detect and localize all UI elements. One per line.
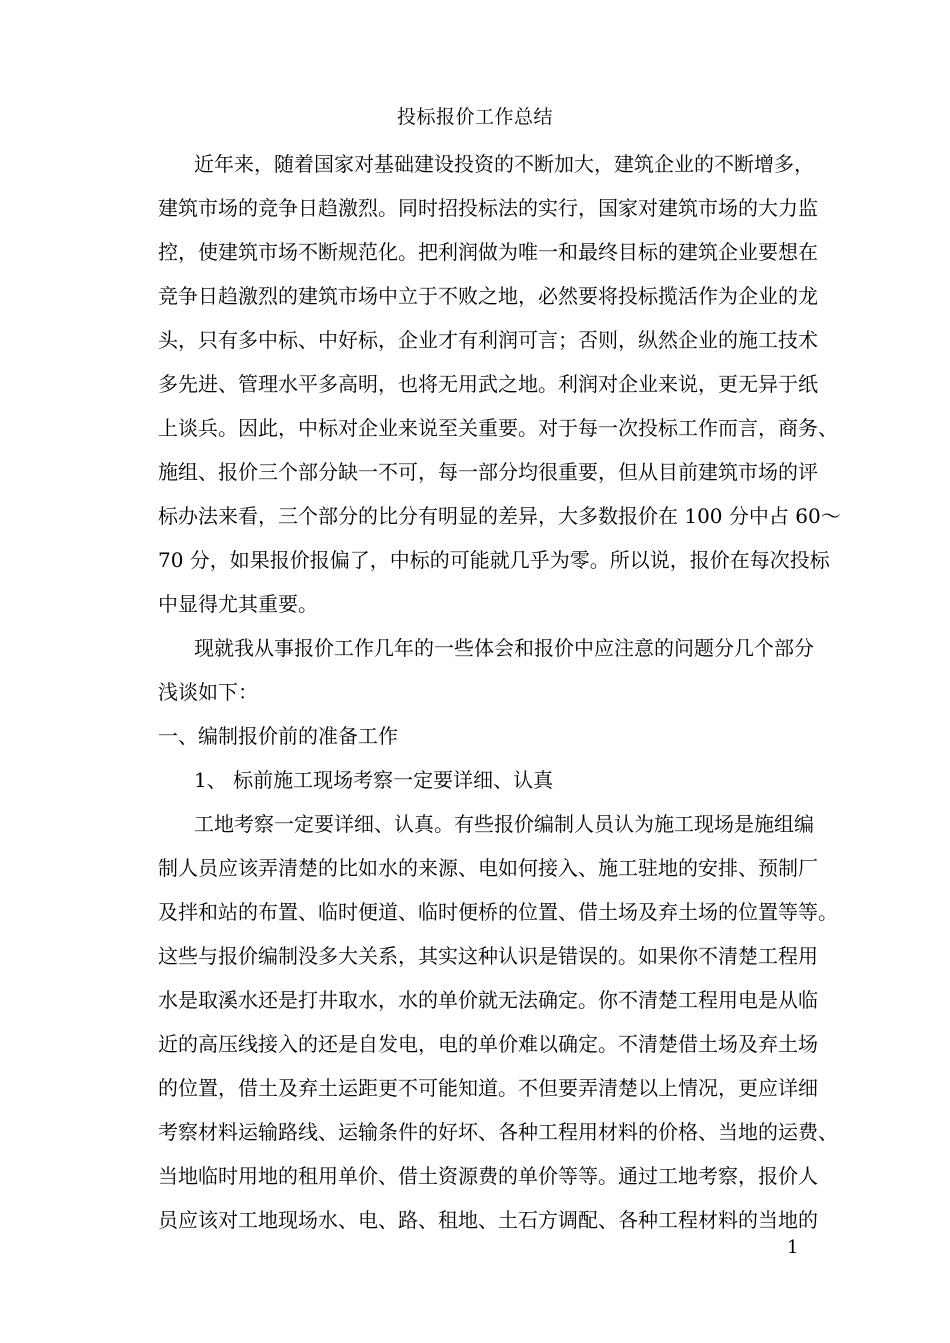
page-number: 1 <box>787 1237 799 1258</box>
paragraph-line: 中显得尤其重要。 <box>158 592 318 616</box>
subsection-heading: 1、 标前施工现场考察一定要详细、认真 <box>194 768 554 792</box>
paragraph-line: 标办法来看，三个部分的比分有明显的差异，大多数报价在 100 分中占 60～ <box>158 504 841 528</box>
paragraph-line: 头，只有多中标、中好标，企业才有利润可言；否则，纵然企业的施工技术 <box>158 328 818 352</box>
paragraph-line: 近年来，随着国家对基础建设投资的不断加大，建筑企业的不断增多， <box>194 152 814 176</box>
paragraph-line: 考察材料运输路线、运输条件的好坏、各种工程用材料的价格、当地的运费、 <box>158 1120 838 1144</box>
paragraph-line: 制人员应该弄清楚的比如水的来源、电如何接入、施工驻地的安排、预制厂 <box>158 856 818 880</box>
paragraph-line: 施组、报价三个部分缺一不可，每一部分均很重要，但从目前建筑市场的评 <box>158 460 818 484</box>
paragraph-line: 员应该对工地现场水、电、路、租地、土石方调配、各种工程材料的当地的 <box>158 1208 818 1232</box>
document-title: 投标报价工作总结 <box>396 106 553 128</box>
paragraph-line: 近的高压线接入的还是自发电，电的单价难以确定。不清楚借土场及弃土场 <box>158 1032 818 1056</box>
paragraph-line: 控，使建筑市场不断规范化。把利润做为唯一和最终目标的建筑企业要想在 <box>158 240 818 264</box>
paragraph-line: 上谈兵。因此，中标对企业来说至关重要。对于每一次投标工作而言，商务、 <box>158 416 838 440</box>
paragraph-line: 水是取溪水还是打井取水，水的单价就无法确定。你不清楚工程用电是从临 <box>158 988 818 1012</box>
paragraph-line: 浅谈如下： <box>158 680 258 704</box>
paragraph-line: 竞争日趋激烈的建筑市场中立于不败之地，必然要将投标揽活作为企业的龙 <box>158 284 818 308</box>
paragraph-line: 建筑市场的竞争日趋激烈。同时招投标法的实行，国家对建筑市场的大力监 <box>158 196 818 220</box>
paragraph-line: 的位置，借土及弃土运距更不可能知道。不但要弄清楚以上情况，更应详细 <box>158 1076 818 1100</box>
paragraph-line: 当地临时用地的租用单价、借土资源费的单价等等。通过工地考察，报价人 <box>158 1164 818 1188</box>
paragraph-line: 70 分，如果报价报偏了，中标的可能就几乎为零。所以说，报价在每次投标 <box>158 548 830 572</box>
paragraph-line: 工地考察一定要详细、认真。有些报价编制人员认为施工现场是施组编 <box>194 812 814 836</box>
section-heading: 一、编制报价前的准备工作 <box>158 724 398 748</box>
paragraph-line: 及拌和站的布置、临时便道、临时便桥的位置、借土场及弃土场的位置等等。 <box>158 900 838 924</box>
paragraph-line: 现就我从事报价工作几年的一些体会和报价中应注意的问题分几个部分 <box>194 636 814 660</box>
paragraph-line: 多先进、管理水平多高明，也将无用武之地。利润对企业来说，更无异于纸 <box>158 372 818 396</box>
paragraph-line: 这些与报价编制没多大关系，其实这种认识是错误的。如果你不清楚工程用 <box>158 944 818 968</box>
